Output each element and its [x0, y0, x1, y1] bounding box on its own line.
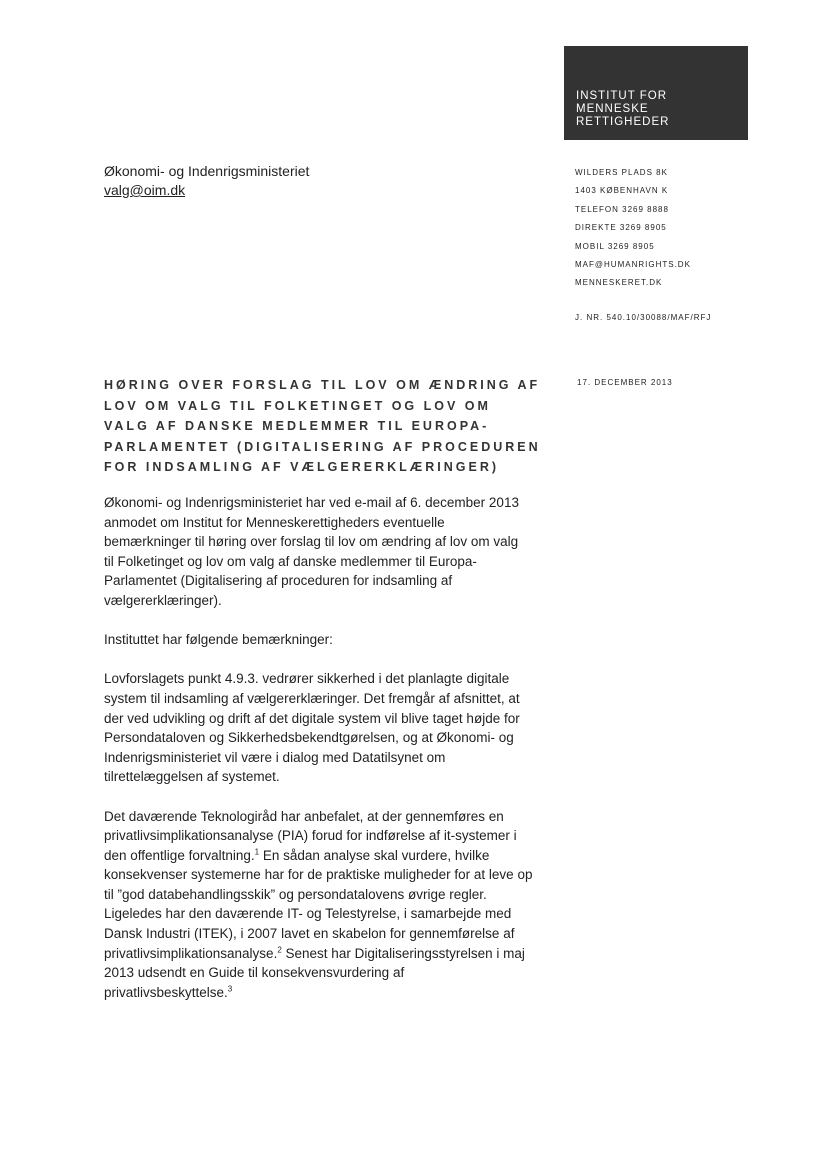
sender-email: MAF@HUMANRIGHTS.DK	[575, 260, 691, 270]
text-line	[104, 944, 574, 964]
text-line: system til indsamling af vælgererklæringer. Det fremgår af afsnittet, at	[104, 690, 520, 706]
text-segment: privatlivsimplikationsanalyse.	[104, 945, 278, 961]
text-line: konsekvenser systemerne har for de praktiske muligheder for at leve op	[104, 867, 533, 883]
text-segment: Senest har Digitaliseringsstyrelsen i maj	[281, 945, 525, 961]
text-line	[104, 846, 574, 866]
heading-line: FOR INDSAMLING AF VÆLGERERKLÆRINGER)	[104, 460, 500, 474]
text-segment: privatlivsbeskyttelse.	[104, 984, 228, 1000]
logo-line-3: RETTIGHEDER	[576, 116, 670, 128]
journal-number: J. NR. 540.10/30088/MAF/RFJ	[575, 312, 712, 322]
text-line: Det daværende Teknologiråd har anbefalet, at der gennemføres en	[104, 808, 504, 824]
sender-mobil: MOBIL 3269 8905	[575, 241, 655, 251]
sender-direkte: DIREKTE 3269 8905	[575, 223, 667, 233]
institute-logo	[564, 46, 748, 140]
sender-address: WILDERS PLADS 8K	[575, 168, 668, 177]
logo-line-2: MENNESKE	[576, 103, 649, 115]
text-line: Dansk Industri (ITEK), i 2007 lavet en skabelon for gennemførelse af	[104, 926, 515, 942]
text-line: Indenrigsministeriet vil være i dialog med Datatilsynet om	[104, 749, 446, 765]
heading-line: VALG AF DANSKE MEDLEMMER TIL EUROPA-	[104, 419, 490, 433]
text-line: vælgererklæringer).	[104, 592, 222, 608]
letter-body	[104, 493, 574, 1022]
footnote-ref-3[interactable]: 3	[227, 984, 233, 994]
heading-line: HØRING OVER FORSLAG TIL LOV OM ÆNDRING AF	[104, 378, 541, 392]
paragraph-2: Instituttet har følgende bemærkninger:	[104, 632, 333, 648]
text-line: Persondataloven og Sikkerhedsbekendtgørelsen, og at Økonomi- og	[104, 730, 514, 746]
text-line: Parlamentet (Digitalisering af proceduren for indsamling af	[104, 573, 453, 589]
logo-line-1: INSTITUT FOR	[576, 90, 668, 102]
text-line	[104, 983, 574, 1003]
text-line: Lovforslagets punkt 4.9.3. vedrører sikkerhed i det planlagte digitale	[104, 671, 510, 687]
paragraph-3	[104, 669, 574, 787]
heading-line: PARLAMENTET (DIGITALISERING AF PROCEDUREN	[104, 439, 541, 454]
text-line: Ligeledes har den daværende IT- og Telestyrelse, i samarbejde med	[104, 906, 512, 922]
text-line: Økonomi- og Indenrigsministeriet har ved e-mail af 6. december 2013	[104, 495, 519, 510]
recipient-block	[104, 162, 309, 200]
text-segment: den offentlige forvaltning.	[104, 847, 255, 863]
text-line: 2013 udsendt en Guide til konsekvensvurdering af	[104, 965, 405, 981]
footnote-ref-1[interactable]: 1	[254, 847, 260, 857]
text-line: bemærkninger til høring over forslag til lov om ændring af lov om valg	[104, 534, 519, 550]
sender-city: 1403 KØBENHAVN K	[575, 186, 669, 196]
paragraph-1	[104, 493, 574, 611]
text-line: der ved udvikling og drift af det digitale system vil blive taget højde for	[104, 710, 520, 726]
text-line: til Folketinget og lov om valg af danske medlemmer til Europa-	[104, 553, 477, 569]
text-line: tilrettelæggelsen af systemet.	[104, 769, 280, 785]
sender-telefon: TELEFON 3269 8888	[575, 204, 669, 214]
footnote-ref-2[interactable]: 2	[277, 945, 282, 955]
sender-contact-block	[575, 164, 711, 327]
paragraph-4	[104, 807, 574, 1003]
text-line: anmodet om Institut for Menneskerettigheders eventuelle	[104, 514, 445, 530]
heading-line: LOV OM VALG TIL FOLKETINGET OG LOV OM	[104, 398, 491, 413]
sender-web: MENNESKERET.DK	[575, 278, 663, 288]
text-segment: En sådan analyse skal vurdere, hvilke	[259, 847, 490, 863]
text-line: til ”god databehandlingsskik” og persondatalovens øvrige regler.	[104, 886, 487, 902]
letter-heading	[104, 375, 554, 478]
text-line: privatlivsimplikationsanalyse (PIA) forud for indførelse af it-systemer i	[104, 828, 517, 844]
recipient-email-link[interactable]: valg@oim.dk	[104, 182, 186, 198]
letter-date: 17. DECEMBER 2013	[577, 378, 673, 387]
recipient-name: Økonomi- og Indenrigsministeriet	[104, 163, 310, 179]
